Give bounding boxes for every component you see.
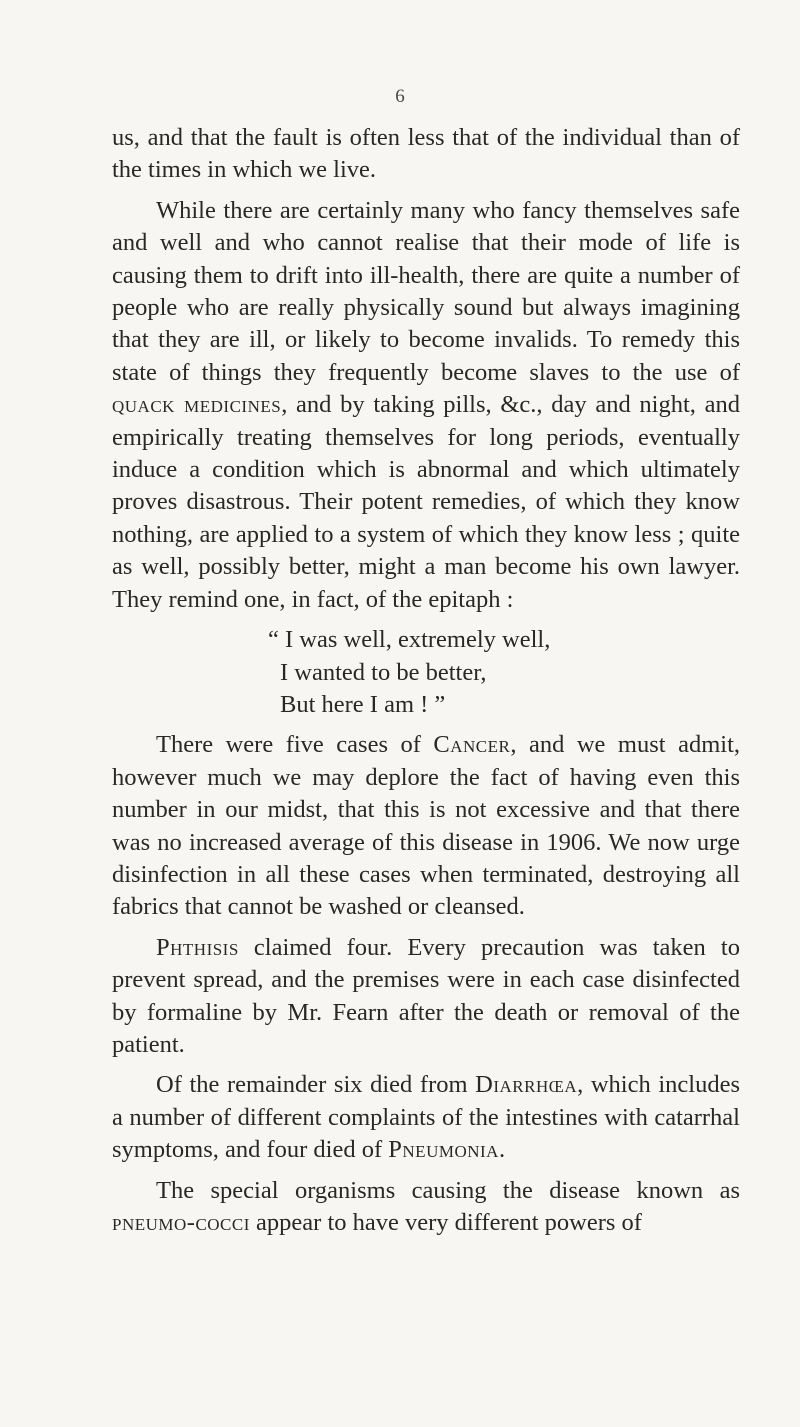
text-run: us, and that the fault is often less that of the individual than of the times in which we live. <box>112 124 740 184</box>
small-caps-term: Pneumonia <box>388 1136 499 1164</box>
verse-line: “ I was well, extremely well, <box>268 626 551 654</box>
text-run: , and we must admit, however much we may deplore the fact of having even this number in our midst, that this is not excessive and that there was no increased average of this disease in 1906. We now urge disinfection in all these cases when terminated, destroying all fabrics that cannot be washed or cleansed. <box>112 731 740 921</box>
text-run: . <box>498 1136 506 1164</box>
body-text <box>112 122 740 1247</box>
text-run: While there are certainly many who fancy themselves safe and well and who cannot realise that their mode of life is causing them to drift into ill-health, there are quite a number of people who are really physically sound but always imagining that they are ill, or likely to become invalids. To remedy this state of things they frequently become slaves to the use of <box>112 196 740 386</box>
paragraph <box>112 932 740 1062</box>
text-run: The special organisms causing the disease known as <box>156 1176 740 1204</box>
epitaph-verse <box>268 624 740 721</box>
text-run: , and by taking pills, &c., day and night, and empirically treating themselves for long periods, eventually induce a condition which is abnormal and which ultimately proves disastrous. Their potent remedies, of which they know nothing, are applied to a system of which they know less ; quite as well, possibly better, might a man become his own lawyer. They remind one, in fact, of the epitaph : <box>112 391 740 613</box>
small-caps-term: quack medicines <box>112 391 282 419</box>
paragraph <box>112 122 740 187</box>
paragraph <box>112 1069 740 1166</box>
text-run: Of the remainder six died from <box>156 1071 476 1099</box>
paragraph <box>112 729 740 923</box>
small-caps-term: Diarrhœa <box>475 1071 578 1099</box>
small-caps-term: Cancer <box>433 731 511 759</box>
text-run: claimed four. Every precaution was taken to prevent spread, and the premises were in each case disinfected by formaline by Mr. Fearn after the death or removal of the patient. <box>112 933 740 1058</box>
small-caps-term: Phthisis <box>156 933 239 961</box>
verse-line: I wanted to be better, <box>280 658 487 686</box>
verse-line: But here I am ! ” <box>280 690 446 718</box>
paragraph <box>112 1175 740 1240</box>
text-run: , which includes a number of different complaints of the intestines with catarrhal symptoms, and four died of <box>112 1071 740 1164</box>
page-number: 6 <box>395 86 405 107</box>
text-run: There were five cases of <box>156 731 434 759</box>
small-caps-term: pneumo-cocci <box>112 1209 250 1236</box>
text-run: appear to have very different powers of <box>249 1209 642 1236</box>
paragraph <box>112 195 740 616</box>
